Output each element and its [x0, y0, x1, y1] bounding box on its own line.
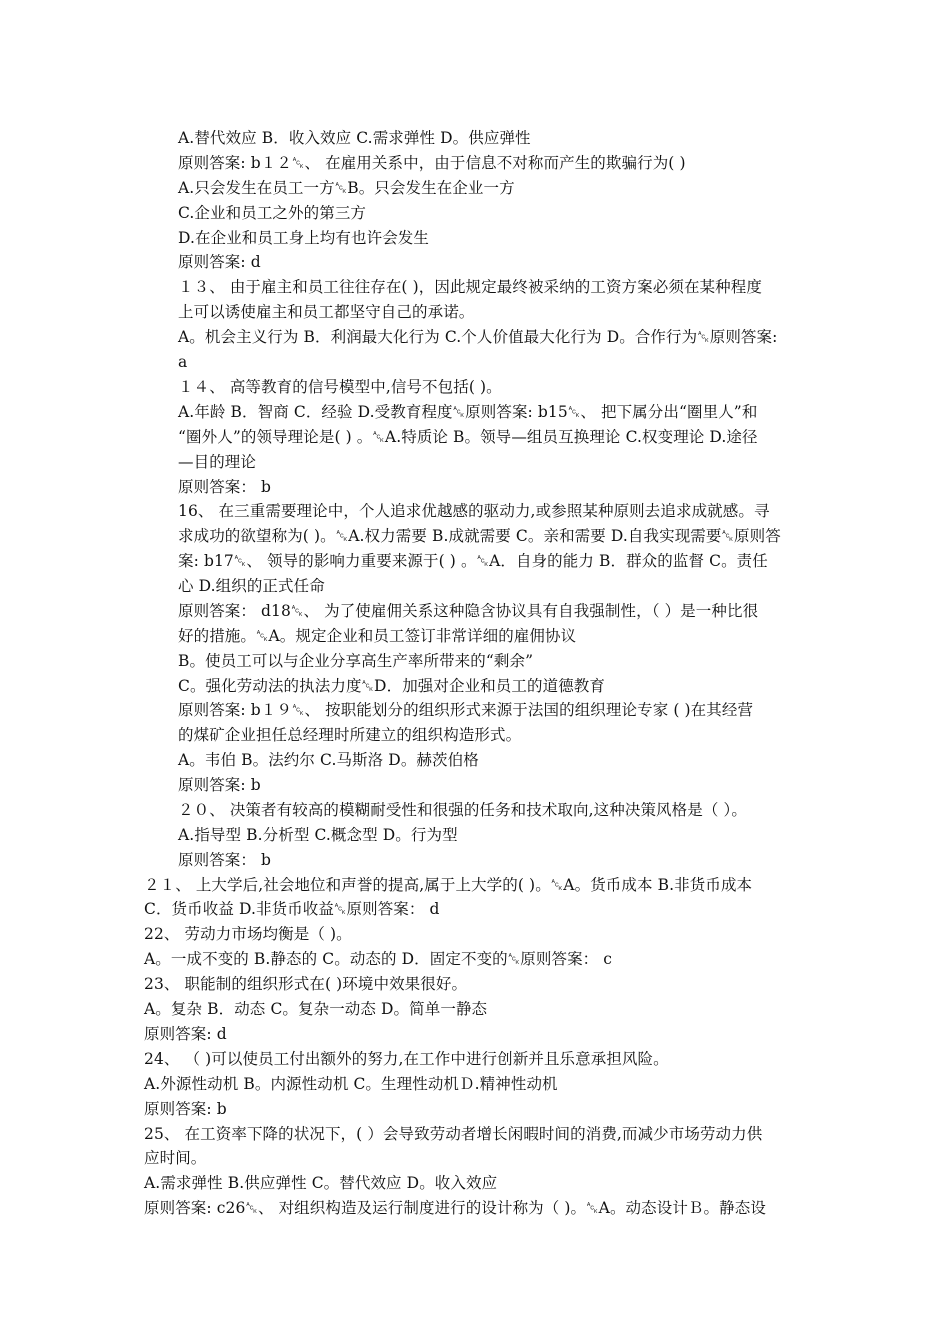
- text-line-10: a: [178, 353, 188, 371]
- text-line-2: 原则答案: b１２␆、 在雇用关系中，由于信息不对称而产生的欺骗行为( ): [178, 154, 686, 172]
- text-line-1: A.替代效应 B．收入效应 C.需求弹性 D。供应弹性: [178, 129, 531, 147]
- text-line-34: A。一成不变的 B.静态的 C。动态的 D．固定不变的␆原则答案： c: [144, 950, 613, 968]
- text-line-44: 原则答案: c26␆、 对组织构造及运行制度进行的设计称为（ )。␆A。动态设计Ｂ。静态设: [144, 1199, 766, 1217]
- text-line-13: “圈外人”的领导理论是( ) 。␆A.特质论 B。领导—组员互换理论 C.权变理论 D.途径: [178, 428, 758, 446]
- text-line-15: 原则答案： b: [178, 478, 272, 496]
- text-line-5: D.在企业和员工身上均有也许会发生: [178, 229, 430, 247]
- text-line-21: 好的措施。␆A。规定企业和员工签订非常详细的雇佣协议: [178, 627, 577, 645]
- text-line-25: 的煤矿企业担任总经理时所建立的组织构造形式。: [178, 726, 522, 744]
- text-line-41: 25、 在工资率下降的状况下，( ）会导致劳动者增长闲暇时间的消费,而减少市场劳动力供: [144, 1125, 763, 1143]
- text-line-20: 原则答案： d18␆、 为了使雇佣关系这种隐含协议具有自我强制性，（ ）是一种比很: [178, 602, 759, 620]
- text-line-23: C。强化劳动法的执法力度␆D．加强对企业和员工的道德教育: [178, 677, 605, 695]
- text-line-6: 原则答案: d: [178, 253, 261, 271]
- text-line-7: １３、 由于雇主和员工往往存在( )，因此规定最终被采纳的工资方案必须在某种程度: [178, 278, 762, 296]
- text-line-29: A.指导型 B.分析型 C.概念型 D。行为型: [178, 826, 458, 844]
- text-line-3: A.只会发生在员工一方␆B。只会发生在企业一方: [178, 179, 515, 197]
- text-line-19: 心 D.组织的正式任命: [178, 577, 325, 595]
- text-line-40: 原则答案: b: [144, 1100, 227, 1118]
- text-line-39: A.外源性动机 B。内源性动机 C。生理性动机Ｄ.精神性动机: [144, 1075, 558, 1093]
- text-line-22: B。使员工可以与企业分享高生产率所带来的“剩余”: [178, 652, 534, 670]
- text-line-33: 22、 劳动力市场均衡是（ )。: [144, 925, 352, 943]
- text-line-37: 原则答案: d: [144, 1025, 227, 1043]
- text-line-35: 23、 职能制的组织形式在( )环境中效果很好。: [144, 975, 468, 993]
- text-line-43: A.需求弹性 B.供应弹性 C。替代效应 D。收入效应: [144, 1174, 498, 1192]
- text-line-17: 求成功的欲望称为( )。␆A.权力需要 B.成就需要 C。亲和需要 D.自我实现需要␆原则答: [178, 527, 781, 545]
- text-line-11: １４、 高等教育的信号模型中,信号不包括( )。: [178, 378, 502, 396]
- text-line-16: 16、 在三重需要理论中，个人追求优越感的驱动力,或参照某种原则去追求成就感。寻: [178, 502, 770, 520]
- text-line-26: A。韦伯 B。法约尔 C.马斯洛 D。赫茨伯格: [178, 751, 479, 769]
- text-line-28: ２０、 决策者有较高的模糊耐受性和很强的任务和技术取向,这种决策风格是（ ）。: [178, 801, 747, 819]
- text-line-8: 上可以诱使雇主和员工都坚守自己的承诺。: [178, 303, 475, 321]
- text-line-12: A.年龄 B．智商 C．经验 D.受教育程度␆原则答案: b15␆、 把下属分出“圈里人”和: [178, 403, 758, 421]
- text-line-30: 原则答案： b: [178, 851, 272, 869]
- text-line-31: ２１、 上大学后,社会地位和声誉的提高,属于上大学的( )。␆A。货币成本 B.非货币成本: [144, 876, 753, 894]
- text-line-4: C.企业和员工之外的第三方: [178, 204, 367, 222]
- text-line-14: —目的理论: [178, 453, 257, 471]
- text-line-9: A。机会主义行为 B．利润最大化行为 C.个人价值最大化行为 D。合作行为␆原则答案:: [178, 328, 778, 346]
- text-line-36: A。复杂 B．动态 C。复杂一动态 D。简单一静态: [144, 1000, 488, 1018]
- text-line-32: C．货币收益 D.非货币收益␆原则答案： d: [144, 900, 440, 918]
- text-line-27: 原则答案: b: [178, 776, 261, 794]
- text-line-42: 应时间。: [144, 1149, 207, 1167]
- text-line-18: 案: b17␆、 领导的影响力重要来源于( ) 。␆A．自身的能力 B．群众的监督 C。责任: [178, 552, 768, 570]
- text-line-24: 原则答案: b１９␆、 按职能划分的组织形式来源于法国的组织理论专家 ( )在其经营: [178, 701, 754, 719]
- text-line-38: 24、 （ )可以使员工付出额外的努力,在工作中进行创新并且乐意承担风险。: [144, 1050, 669, 1068]
